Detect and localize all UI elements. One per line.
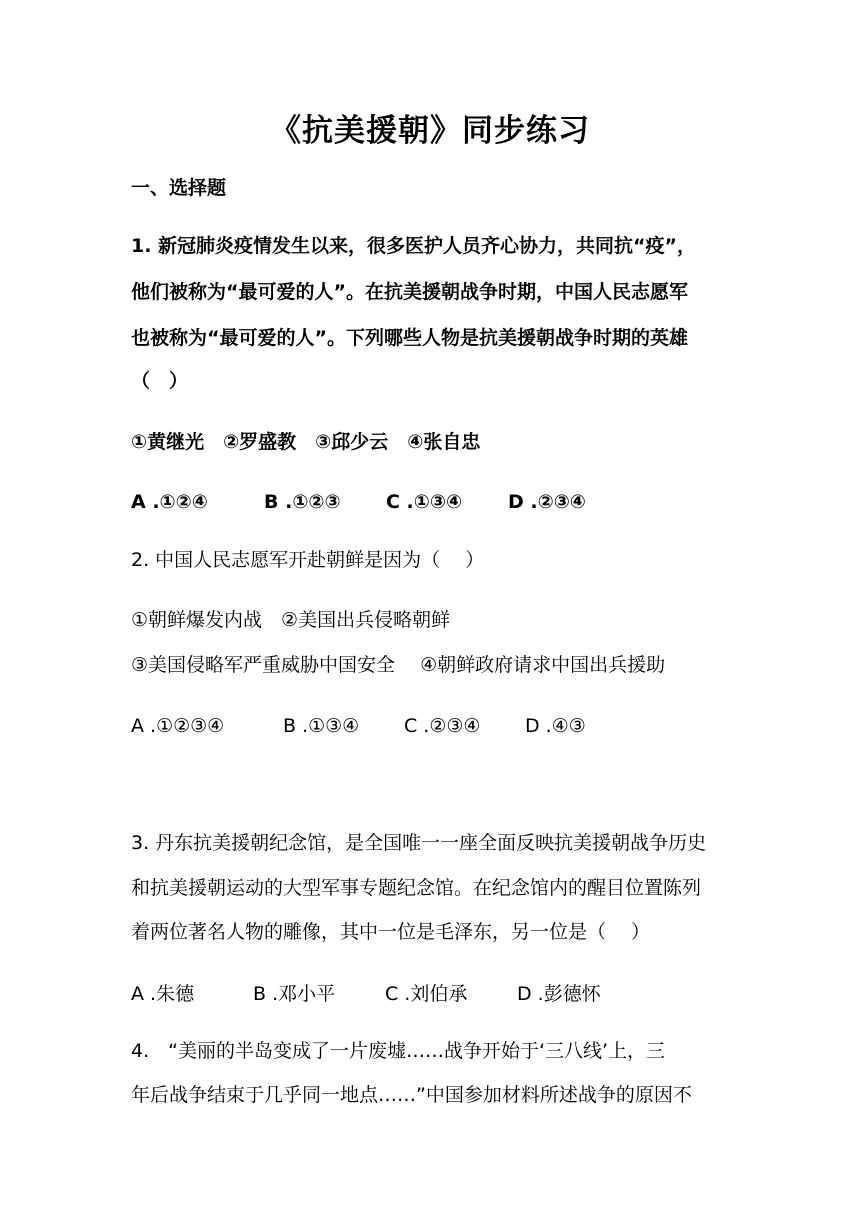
question-2-items-1: ①朝鲜爆发内战 ②美国出兵侵略朝鲜 — [131, 609, 451, 631]
option-d[interactable]: D .②③④ — [508, 491, 586, 513]
option-b[interactable]: B .①②③ — [264, 491, 341, 513]
option-c[interactable]: C .②③④ — [404, 715, 481, 737]
question-1-line-1: 1. 新冠肺炎疫情发生以来，很多医护人员齐心协力，共同抗“疫”， — [131, 235, 697, 257]
question-2-options — [131, 712, 741, 740]
option-b[interactable]: B .邓小平 — [253, 983, 336, 1005]
question-4-line-2: 年后战争结束于几乎同一地点……”中国参加材料所述战争的原因不 — [131, 1084, 692, 1106]
question-2-items-2: ③美国侵略军严重威胁中国安全 ④朝鲜政府请求中国出兵援助 — [131, 654, 666, 676]
question-3-line-2: 和抗美援朝运动的大型军事专题纪念馆。在纪念馆内的醒目位置陈列 — [131, 877, 702, 899]
page-title: 《抗美援朝》同步练习 — [270, 113, 590, 149]
option-a[interactable]: A .①②④ — [131, 491, 208, 513]
question-1-options — [131, 488, 741, 516]
question-3-options — [131, 980, 741, 1008]
option-c[interactable]: C .刘伯承 — [385, 983, 468, 1005]
question-1-line-2: 他们被称为“最可爱的人”。在抗美援朝战争时期，中国人民志愿军 — [131, 281, 688, 303]
option-c[interactable]: C .①③④ — [386, 491, 463, 513]
question-1-line-4: （ ） — [131, 370, 189, 392]
question-3-line-1: 3. 丹东抗美援朝纪念馆，是全国唯一一座全面反映抗美援朝战争历史 — [131, 832, 707, 854]
option-d[interactable]: D .彭德怀 — [517, 983, 601, 1005]
question-1-line-3: 也被称为“最可爱的人”。下列哪些人物是抗美援朝战争时期的英雄 — [131, 327, 688, 349]
question-1-items: ①黄继光 ②罗盛教 ③邱少云 ④张自忠 — [131, 431, 481, 453]
option-a[interactable]: A .①②③④ — [131, 715, 225, 737]
question-2-line-1: 2. 中国人民志愿军开赴朝鲜是因为（ ） — [131, 549, 485, 571]
section-heading: 一、选择题 — [131, 177, 227, 199]
question-3-line-3: 着两位著名人物的雕像，其中一位是毛泽东，另一位是（ ） — [131, 921, 651, 943]
option-a[interactable]: A .朱德 — [131, 983, 195, 1005]
question-4-line-1: 4. “美丽的半岛变成了一片废墟……战争开始于‘三八线’上，三 — [131, 1040, 666, 1062]
option-d[interactable]: D .④③ — [525, 715, 586, 737]
option-b[interactable]: B .①③④ — [283, 715, 360, 737]
